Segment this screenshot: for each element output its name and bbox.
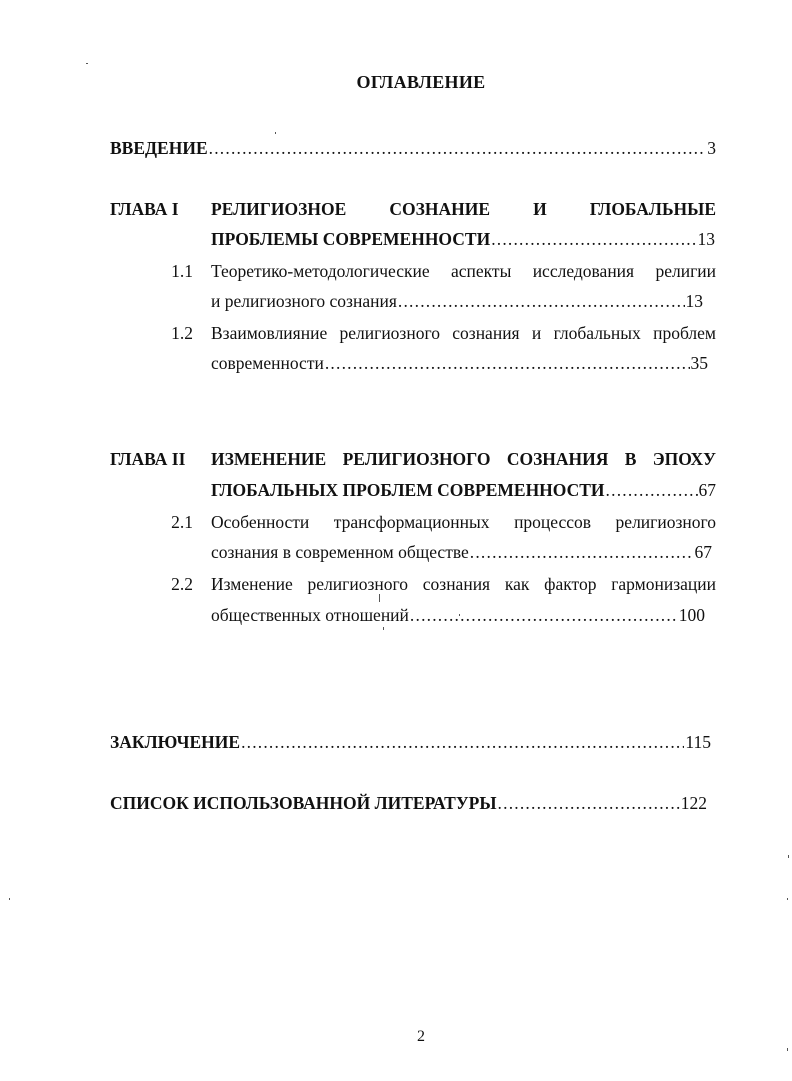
dot-leader xyxy=(470,541,694,563)
page-title: ОГЛАВЛЕНИЕ xyxy=(356,72,486,92)
scan-speck xyxy=(383,627,384,630)
section-number: 1.1 xyxy=(171,261,193,281)
chapter-2-title-line2: ГЛОБАЛЬНЫХ ПРОБЛЕМ СОВРЕМЕННОСТИ xyxy=(211,480,605,500)
scan-speck xyxy=(9,898,10,900)
dot-leader xyxy=(325,352,690,374)
section-2-2-line2: общественных отношений xyxy=(211,605,409,625)
toc-entry-section-2-1[interactable] xyxy=(211,541,712,563)
section-2-1-line2: сознания в современном обществе xyxy=(211,542,469,562)
toc-entry-chapter-2[interactable] xyxy=(211,479,716,501)
section-1-2-line2: современности xyxy=(211,353,324,373)
section-number: 1.2 xyxy=(171,323,193,343)
section-number: 2.2 xyxy=(171,574,193,594)
toc-entry-page: 67 xyxy=(694,542,712,562)
toc-entry-section-1-2[interactable] xyxy=(211,352,708,374)
scan-speck xyxy=(787,898,788,900)
dot-leader xyxy=(491,228,696,250)
toc-entry-page: 13 xyxy=(685,291,703,311)
section-2-1-line1[interactable]: Особенности трансформационных процессов религиозного xyxy=(211,512,716,532)
toc-entry-page: 67 xyxy=(698,480,716,500)
toc-entry-page: 35 xyxy=(690,353,708,373)
scan-speck xyxy=(379,594,380,602)
dot-leader xyxy=(398,290,685,312)
toc-entry-intro[interactable] xyxy=(110,137,716,159)
section-number: 2.1 xyxy=(171,512,193,532)
scan-speck xyxy=(459,614,460,616)
toc-entry-page: 122 xyxy=(680,793,707,813)
section-1-1-line2: и религиозного сознания xyxy=(211,291,397,311)
scan-speck xyxy=(788,855,789,858)
toc-entry-page: 100 xyxy=(678,605,705,625)
toc-entry-label: СПИСОК ИСПОЛЬЗОВАННОЙ ЛИТЕРАТУРЫ xyxy=(110,793,497,813)
chapter-2-title-line1[interactable]: ИЗМЕНЕНИЕ РЕЛИГИОЗНОГО СОЗНАНИЯ В ЭПОХУ xyxy=(211,449,716,469)
chapter-1-label: ГЛАВА I xyxy=(110,199,179,219)
chapter-1-title-line1[interactable]: РЕЛИГИОЗНОЕ СОЗНАНИЕ И ГЛОБАЛЬНЫЕ xyxy=(211,199,716,219)
toc-entry-conclusion[interactable] xyxy=(110,731,711,753)
dot-leader xyxy=(498,792,680,814)
chapter-2-label: ГЛАВА II xyxy=(110,449,186,469)
toc-entry-page: 13 xyxy=(697,229,715,249)
section-1-2-line1[interactable]: Взаимовлияние религиозного сознания и глобальных проблем xyxy=(211,323,716,343)
toc-entry-page: 115 xyxy=(685,732,711,752)
section-2-2-line1[interactable]: Изменение религиозного сознания как фактор гармонизации xyxy=(211,574,716,594)
toc-entry-label: ВВЕДЕНИЕ xyxy=(110,138,208,158)
scan-speck xyxy=(787,1048,788,1051)
scan-speck xyxy=(86,63,88,64)
toc-entry-section-1-1[interactable] xyxy=(211,290,703,312)
page-number: 2 xyxy=(417,1028,425,1045)
toc-entry-bibliography[interactable] xyxy=(110,792,707,814)
section-1-1-line1[interactable]: Теоретико-методологические аспекты исследования религии xyxy=(211,261,716,281)
toc-entry-page: 3 xyxy=(707,138,716,158)
dot-leader xyxy=(209,137,707,159)
toc-entry-label: ЗАКЛЮЧЕНИЕ xyxy=(110,732,241,752)
chapter-1-title-line2: ПРОБЛЕМЫ СОВРЕМЕННОСТИ xyxy=(211,229,491,249)
toc-entry-section-2-2[interactable] xyxy=(211,604,705,626)
dot-leader xyxy=(241,731,684,753)
toc-entry-chapter-1[interactable] xyxy=(211,228,715,250)
scan-speck xyxy=(275,132,276,134)
dot-leader xyxy=(410,604,678,626)
dot-leader xyxy=(606,479,698,501)
